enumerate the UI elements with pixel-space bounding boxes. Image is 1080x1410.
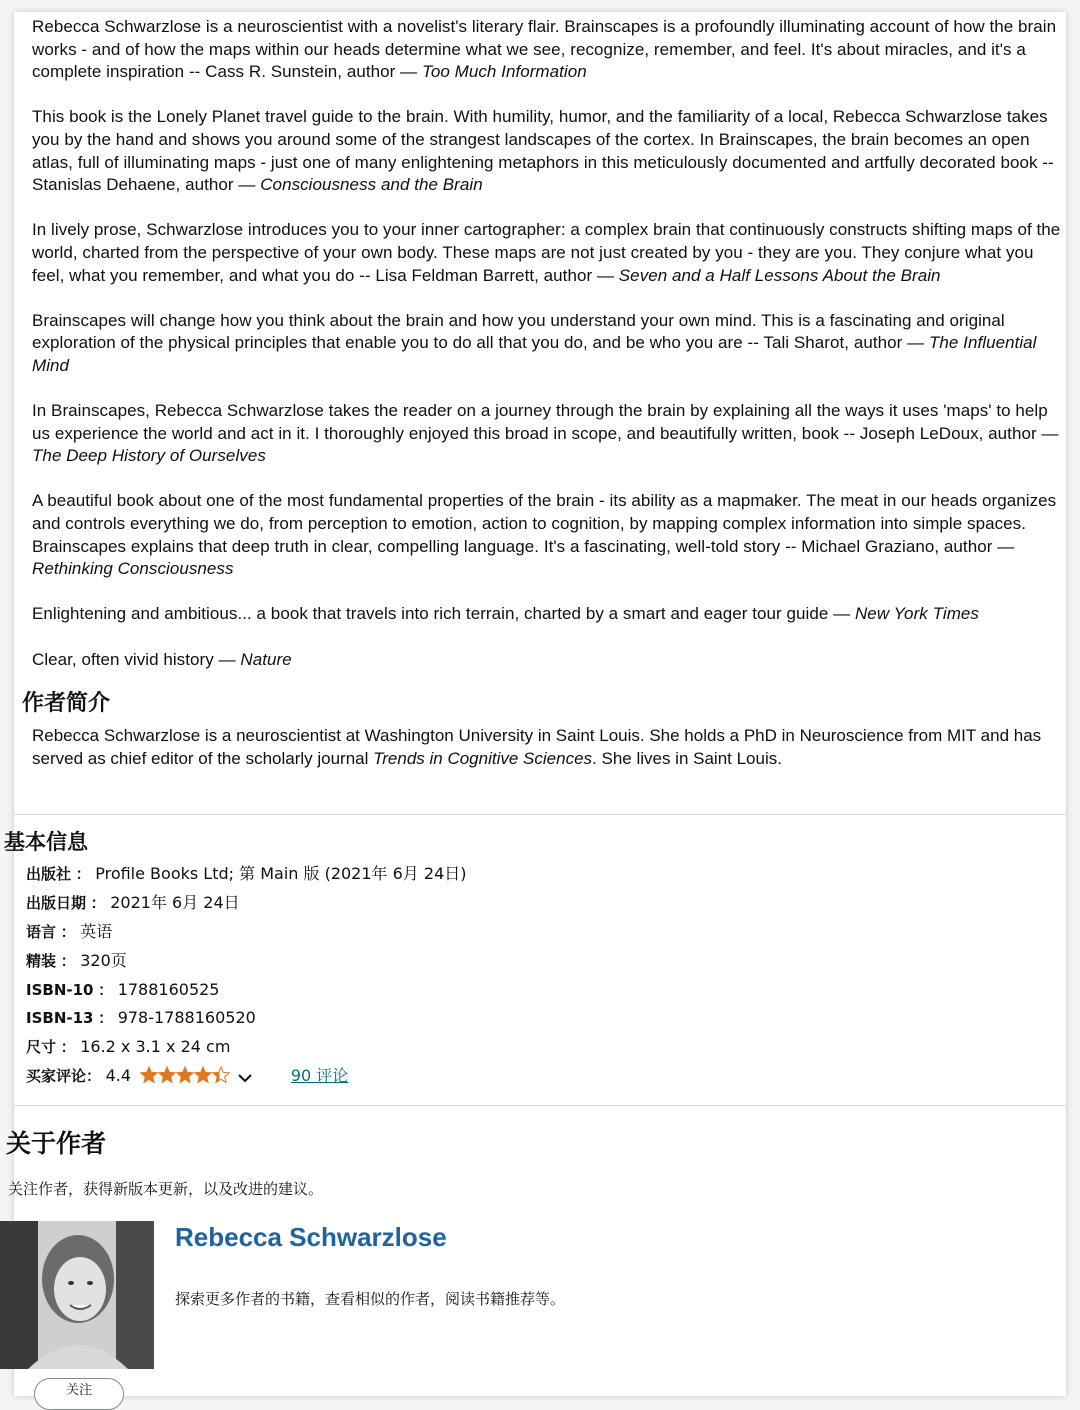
review-dash: — xyxy=(400,62,418,82)
details-row xyxy=(26,1035,467,1064)
details-value: Profile Books Ltd; 第 Main 版 (2021年 6月 24日) xyxy=(95,864,467,883)
details-separator: ： xyxy=(98,980,114,999)
details-row xyxy=(26,949,467,978)
product-details-list xyxy=(26,862,467,1093)
details-label: 精装 xyxy=(26,951,57,970)
review-source: Too Much Information xyxy=(421,62,587,82)
review-dash: — xyxy=(238,175,256,195)
review-source: The Deep History of Ourselves xyxy=(32,446,266,466)
author-bio-heading: 作者简介 xyxy=(22,691,111,716)
star-icon xyxy=(194,1067,210,1083)
author-bio-text-after: . She lives in Saint Louis. xyxy=(592,748,782,768)
details-row xyxy=(26,1006,467,1035)
details-label: ISBN-10 xyxy=(26,980,94,999)
details-separator: ： xyxy=(60,951,76,970)
author-description: 探索更多作者的书籍，查看相似的作者，阅读书籍推荐等。 xyxy=(175,1290,566,1308)
section-divider xyxy=(14,814,1066,815)
details-separator: ： xyxy=(60,1038,76,1057)
review-source: Rethinking Consciousness xyxy=(32,559,234,579)
review-text: In Brainscapes, Rebecca Schwarzlose takes the reader on a journey through the brain by explaining all the ways it uses 'maps' to help us experience the world and act in it. I thoroughly enjoyed this broad in scope, and beautifully written, book -- Joseph LeDoux, author xyxy=(32,401,1048,443)
about-author-heading: 关于作者 xyxy=(6,1129,107,1158)
editorial-review xyxy=(32,310,1066,378)
section-divider xyxy=(14,1105,1066,1106)
author-bio-journal: Trends in Cognitive Sciences xyxy=(373,748,593,768)
rating-label: 买家评论 xyxy=(26,1067,87,1086)
details-value: 英语 xyxy=(80,921,113,941)
review-source: Nature xyxy=(240,649,292,669)
review-source: Consciousness and the Brain xyxy=(260,175,483,195)
editorial-reviews xyxy=(32,16,1066,694)
star-icon xyxy=(158,1067,174,1083)
details-label: ISBN-13 xyxy=(26,1009,94,1028)
details-label: 出版日期 xyxy=(26,893,87,912)
editorial-review xyxy=(32,106,1066,196)
editorial-review xyxy=(32,16,1066,84)
details-separator: ： xyxy=(98,1009,114,1028)
details-label: 语言 xyxy=(26,922,57,941)
details-separator: ： xyxy=(90,893,106,912)
reviews-count-link[interactable]: 90 评论 xyxy=(290,1066,349,1086)
author-bio-text-before: Rebecca Schwarzlose is a neuroscientist at Washington University in Saint Louis. She holds a PhD in Neuroscience from MIT and has served as chief editor of the scholarly journal xyxy=(32,726,1042,768)
review-dash: — xyxy=(596,265,615,285)
details-row xyxy=(26,978,467,1007)
editorial-review xyxy=(32,219,1066,287)
author-avatar[interactable] xyxy=(0,1221,154,1369)
editorial-review xyxy=(32,649,1066,672)
star-icon xyxy=(140,1067,156,1083)
review-text: Clear, often vivid history xyxy=(32,649,214,669)
review-text: Enlightening and ambitious... a book that travels into rich terrain, charted by a smart and eager tour guide xyxy=(32,604,829,624)
star-rating-icon[interactable] xyxy=(140,1066,230,1091)
review-dash: — xyxy=(218,649,236,669)
details-row-rating xyxy=(26,1064,467,1093)
editorial-review xyxy=(32,603,1066,626)
review-source: Seven and a Half Lessons About the Brain xyxy=(618,265,941,285)
review-dash: — xyxy=(997,536,1015,556)
review-dash: — xyxy=(833,604,851,624)
details-row xyxy=(26,920,467,949)
author-name-link[interactable]: Rebecca Schwarzlose xyxy=(175,1222,447,1252)
review-text: A beautiful book about one of the most fundamental properties of the brain - its ability as a mapmaker. The meat in our heads organizes and controls everything we do, from perception to emotion, action to cognition, by mapping complex information into simple spaces. Brainscapes explains that deep truth in clear, compelling language. It's a fascinating, well-told story -- Michael Graziano, author xyxy=(32,491,1057,556)
details-value: 320页 xyxy=(80,950,127,970)
details-row xyxy=(26,891,467,920)
chevron-down-icon[interactable] xyxy=(238,1066,252,1090)
details-label: 出版社 xyxy=(26,865,72,883)
details-value: 978-1788160520 xyxy=(117,1008,256,1028)
details-value: 16.2 x 3.1 x 24 cm xyxy=(80,1037,231,1057)
follow-button[interactable]: 关注 xyxy=(34,1378,124,1410)
review-text: In lively prose, Schwarzlose introduces you to your inner cartographer: a complex brain that continuously constructs shifting maps of the world, charted from the perspective of your own body. These maps are not just created by you - they are you. They conjure what you feel, what you remember, and what you do -- Lisa Feldman Barrett, author xyxy=(32,220,1061,285)
review-text: Brainscapes will change how you think about the brain and how you understand your own mind. This is a fascinating and original exploration of the physical principles that enable you to do all that you do, and be who you are -- Tali Sharot, author xyxy=(32,310,1005,353)
details-separator: ： xyxy=(75,865,91,883)
details-value: 2021年 6月 24日 xyxy=(110,892,240,912)
product-page xyxy=(4,12,1066,1398)
author-bio-text xyxy=(32,725,1062,770)
basic-info-heading: 基本信息 xyxy=(4,830,88,854)
review-dash: — xyxy=(1041,423,1059,443)
editorial-review xyxy=(32,490,1066,580)
editorial-review xyxy=(32,400,1066,468)
review-source: The Influential Mind xyxy=(32,333,1037,375)
star-icon xyxy=(176,1067,192,1083)
rating-separator: ： xyxy=(86,1067,102,1086)
review-source: New York Times xyxy=(854,604,979,624)
details-label: 尺寸 xyxy=(26,1038,57,1057)
review-text: This book is the Lonely Planet travel guide to the brain. With humility, humor, and the familiarity of a local, Rebecca Schwarzlose takes you by the hand and shows you around some of the strangest landscapes of the cortex. In Brainscapes, the brain becomes an open atlas, full of illuminating maps - just one of many enlightening metaphors in this meticulously documented and artfully decorated book -- Stanislas Dehaene, author xyxy=(32,107,1054,195)
details-value: 1788160525 xyxy=(117,979,220,999)
follow-prompt: 关注作者，获得新版本更新，以及改进的建议。 xyxy=(8,1180,324,1198)
details-separator: ： xyxy=(60,922,76,941)
details-row xyxy=(26,862,467,891)
review-text: Rebecca Schwarzlose is a neuroscientist with a novelist's literary flair. Brainscapes is a profoundly illuminating account of how the brain works - and of how the maps within our heads determine what we see, recognize, remember, and feel. It's about miracles, and it's a complete inspiration -- Cass R. Sunstein, author xyxy=(32,17,1057,82)
rating-score: 4.4 xyxy=(105,1066,132,1086)
review-dash: — xyxy=(907,333,925,353)
star-icon xyxy=(212,1067,228,1083)
